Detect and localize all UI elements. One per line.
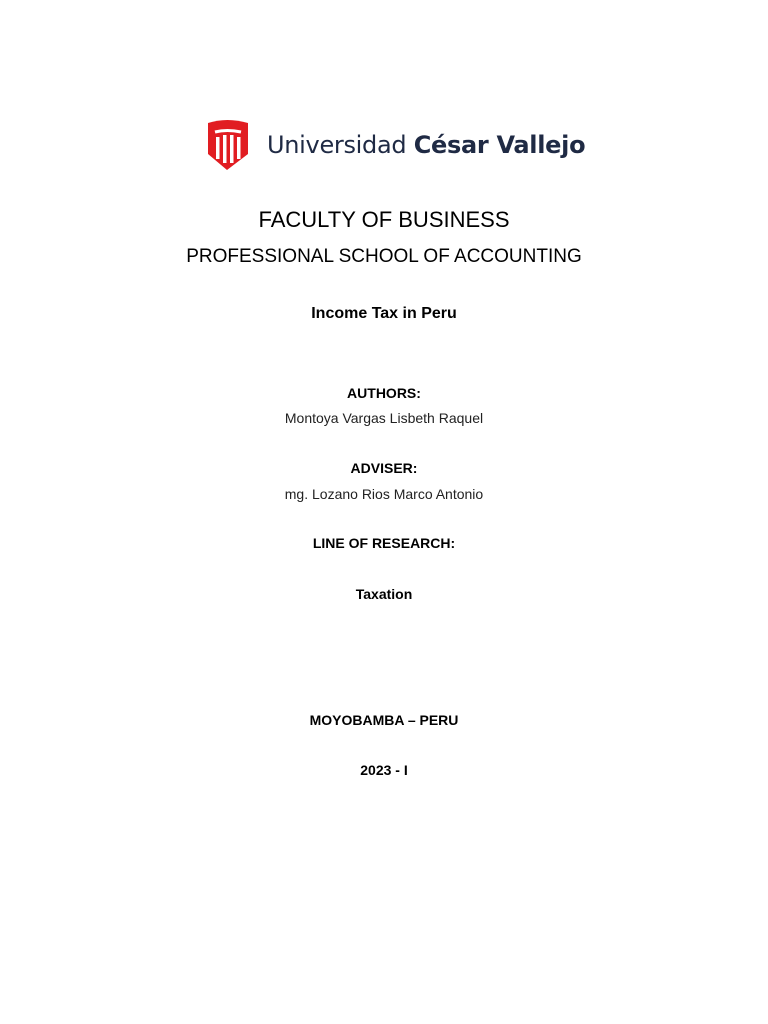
location-text: MOYOBAMBA – PERU: [309, 712, 459, 728]
shield-emblem-icon: [205, 118, 251, 172]
authors-label: AUTHORS:: [347, 385, 421, 401]
document-title: Income Tax in Peru: [311, 305, 457, 322]
university-name-regular: Universidad: [267, 131, 407, 159]
adviser-value: mg. Lozano Rios Marco Antonio: [284, 486, 484, 502]
university-name-bold: César Vallejo: [413, 131, 586, 159]
research-line-label: LINE OF RESEARCH:: [312, 535, 456, 551]
adviser-label: ADVISER:: [350, 460, 418, 476]
research-line-value: Taxation: [355, 586, 413, 602]
university-logo: [205, 118, 585, 172]
school-heading: PROFESSIONAL SCHOOL OF ACCOUNTING: [186, 246, 582, 267]
authors-value: Montoya Vargas Lisbeth Raquel: [284, 410, 484, 426]
university-name: [267, 133, 585, 157]
year-text: 2023 - I: [360, 762, 408, 778]
faculty-heading: FACULTY OF BUSINESS: [258, 207, 510, 232]
